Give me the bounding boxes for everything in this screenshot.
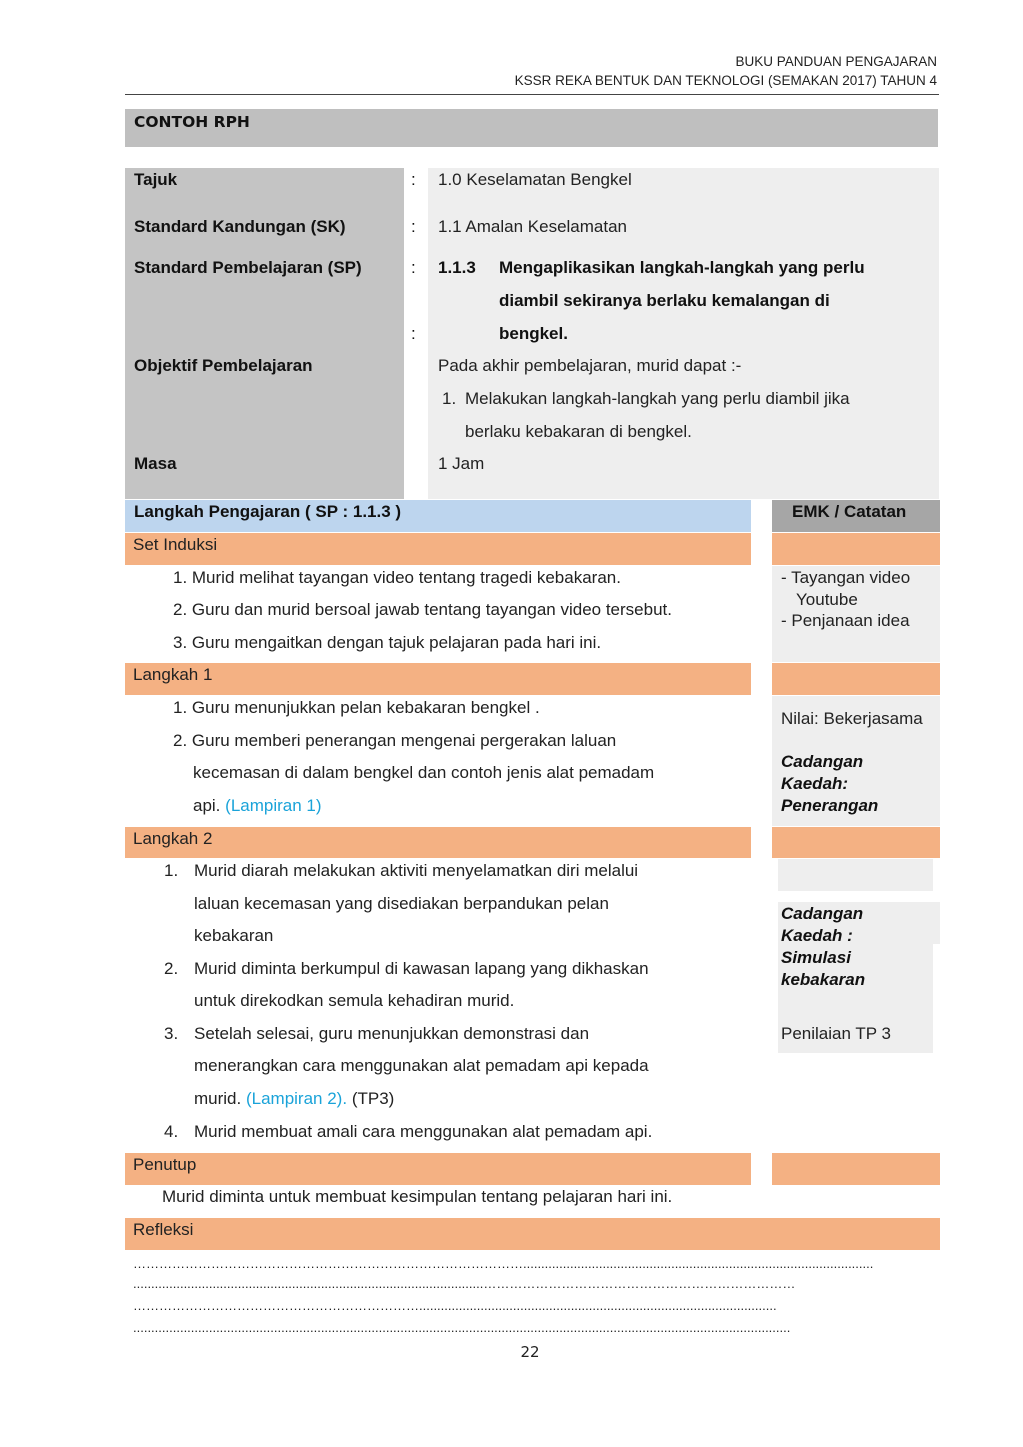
langkah-2-item-1: Murid diarah melakukan aktiviti menyelamatkan diri melalui xyxy=(194,861,639,880)
sp-code: 1.1.3 xyxy=(438,258,476,277)
header-subtitle: KSSR REKA BENTUK DAN TEKNOLOGI (SEMAKAN 2017) TAHUN 4 xyxy=(514,73,937,88)
set-induksi-emk-3: - Penjanaan idea xyxy=(781,611,910,630)
cadangan-kaedah-2-line-2: Kaedah : xyxy=(781,926,853,945)
page-number: 22 xyxy=(520,1343,540,1361)
label-sp: Standard Pembelajaran (SP) xyxy=(134,258,362,277)
refleksi-line-4: ...................................................................................................................................................................................... xyxy=(133,1320,791,1335)
langkah-2-bar xyxy=(125,827,751,858)
objektif-item-number: 1. xyxy=(442,389,457,408)
langkah-2-item-2: Murid diminta berkumpul di kawasan lapang yang dikhaskan xyxy=(194,959,649,978)
langkah-1-emk-bar xyxy=(772,663,940,695)
cadangan-kaedah-2-line-3: Simulasi xyxy=(781,948,851,967)
refleksi-bar xyxy=(125,1218,940,1250)
penutup-title: Penutup xyxy=(133,1155,197,1174)
langkah-1-bar xyxy=(125,663,751,695)
sp-line-2: diambil sekiranya berlaku kemalangan di xyxy=(499,291,830,310)
set-induksi-bar xyxy=(125,533,751,565)
value-sk: 1.1 Amalan Keselamatan xyxy=(438,217,628,236)
langkah-2-number-1: 1. xyxy=(164,861,179,880)
langkah-2-item-3: Setelah selesai, guru menunjukkan demonstrasi dan xyxy=(194,1024,590,1043)
header-title: BUKU PANDUAN PENGAJARAN xyxy=(735,54,937,69)
set-induksi-emk-2: Youtube xyxy=(796,590,858,609)
set-induksi-item-3: 3. Guru mengaitkan dengan tajuk pelajaran pada hari ini. xyxy=(173,633,602,652)
emk-header-title: EMK / Catatan xyxy=(792,502,907,521)
colon-sp: : xyxy=(411,258,416,277)
penutup-text: Murid diminta untuk membuat kesimpulan tentang pelajaran hari ini. xyxy=(162,1187,673,1206)
langkah-1-title: Langkah 1 xyxy=(133,665,213,684)
penutup-emk-bar xyxy=(772,1153,940,1185)
langkah-1-item-2-end xyxy=(193,796,322,816)
set-induksi-item-1: 1. Murid melihat tayangan video tentang tragedi kebakaran. xyxy=(173,568,621,587)
refleksi-title: Refleksi xyxy=(133,1220,194,1239)
cadangan-kaedah-2-line-4: kebakaran xyxy=(781,970,866,989)
set-induksi-item-2: 2. Guru dan murid bersoal jawab tentang tayangan video tersebut. xyxy=(173,600,672,619)
label-sk: Standard Kandungan (SK) xyxy=(134,217,346,236)
value-masa: 1 Jam xyxy=(438,454,485,473)
langkah-2-item-3-cont: menerangkan cara menggunakan alat pemadam api kepada xyxy=(194,1056,649,1075)
langkah-2-emk-bar xyxy=(772,827,940,858)
langkah-1-api-text: api. xyxy=(193,796,221,815)
label-tajuk: Tajuk xyxy=(134,170,178,189)
value-tajuk: 1.0 Keselamatan Bengkel xyxy=(438,170,632,189)
langkah-2-murid-text: murid. xyxy=(194,1089,242,1108)
contoh-rph-title: CONTOH RPH xyxy=(134,113,250,131)
langkah-2-number-2: 2. xyxy=(164,959,179,978)
objektif-item-line-1: Melakukan langkah-langkah yang perlu diambil jika xyxy=(465,389,850,408)
set-induksi-title: Set Induksi xyxy=(133,535,218,554)
cadangan-kaedah-1-line-1: Cadangan xyxy=(781,752,864,771)
lampiran-1-link[interactable]: (Lampiran 1) xyxy=(225,796,322,815)
header-rule xyxy=(125,94,939,95)
langkah-pengajaran-title: Langkah Pengajaran ( SP : 1.1.3 ) xyxy=(134,502,402,521)
langkah-2-number-3: 3. xyxy=(164,1024,179,1043)
penutup-bar xyxy=(125,1153,751,1185)
refleksi-line-3: …………………………………………………………................................................................................................... xyxy=(133,1298,777,1313)
refleksi-line-2: .................................................................................................……………………………………………………………… xyxy=(133,1276,796,1291)
lampiran-2-link[interactable]: (Lampiran 2). xyxy=(245,1089,348,1108)
langkah-2-item-1-end: kebakaran xyxy=(194,926,274,945)
langkah-2-emk-box-top xyxy=(778,859,933,891)
refleksi-line-1: ………………………………………………………………………………................................................................................................. xyxy=(133,1256,874,1271)
objektif-item-line-2: berlaku kebakaran di bengkel. xyxy=(465,422,692,441)
langkah-1-item-1: 1. Guru menunjukkan pelan kebakaran bengkel . xyxy=(173,698,540,717)
cadangan-kaedah-1-line-2: Kaedah: xyxy=(781,774,849,793)
langkah-1-item-2: 2. Guru memberi penerangan mengenai pergerakan laluan xyxy=(173,731,617,750)
langkah-1-item-2-cont: kecemasan di dalam bengkel dan contoh jenis alat pemadam xyxy=(193,763,655,782)
langkah-2-item-2-cont: untuk direkodkan semula kehadiran murid. xyxy=(194,991,515,1010)
penilaian-text: Penilaian TP 3 xyxy=(781,1024,891,1043)
colon-tajuk: : xyxy=(411,170,416,189)
nilai-text: Nilai: Bekerjasama xyxy=(781,709,923,728)
label-masa: Masa xyxy=(134,454,177,473)
objektif-intro: Pada akhir pembelajaran, murid dapat :- xyxy=(438,356,742,375)
langkah-2-item-4: Murid membuat amali cara menggunakan alat pemadam api. xyxy=(194,1122,653,1141)
set-induksi-emk-bar xyxy=(772,533,940,565)
tp3-text: (TP3) xyxy=(351,1089,395,1108)
langkah-2-number-4: 4. xyxy=(164,1122,179,1141)
langkah-2-item-3-end xyxy=(194,1089,394,1109)
cadangan-kaedah-1-line-3: Penerangan xyxy=(781,796,879,815)
langkah-2-title: Langkah 2 xyxy=(133,829,213,848)
cadangan-kaedah-2-line-1: Cadangan xyxy=(781,904,864,923)
langkah-2-item-1-cont: laluan kecemasan yang disediakan berpandukan pelan xyxy=(194,894,609,913)
sp-line-3: bengkel. xyxy=(499,324,568,343)
colon-sk: : xyxy=(411,217,416,236)
set-induksi-emk-1: - Tayangan video xyxy=(781,568,911,587)
sp-line-1: Mengaplikasikan langkah-langkah yang perlu xyxy=(499,258,865,277)
label-objektif: Objektif Pembelajaran xyxy=(134,356,313,375)
colon-sp-2: : xyxy=(411,324,416,343)
